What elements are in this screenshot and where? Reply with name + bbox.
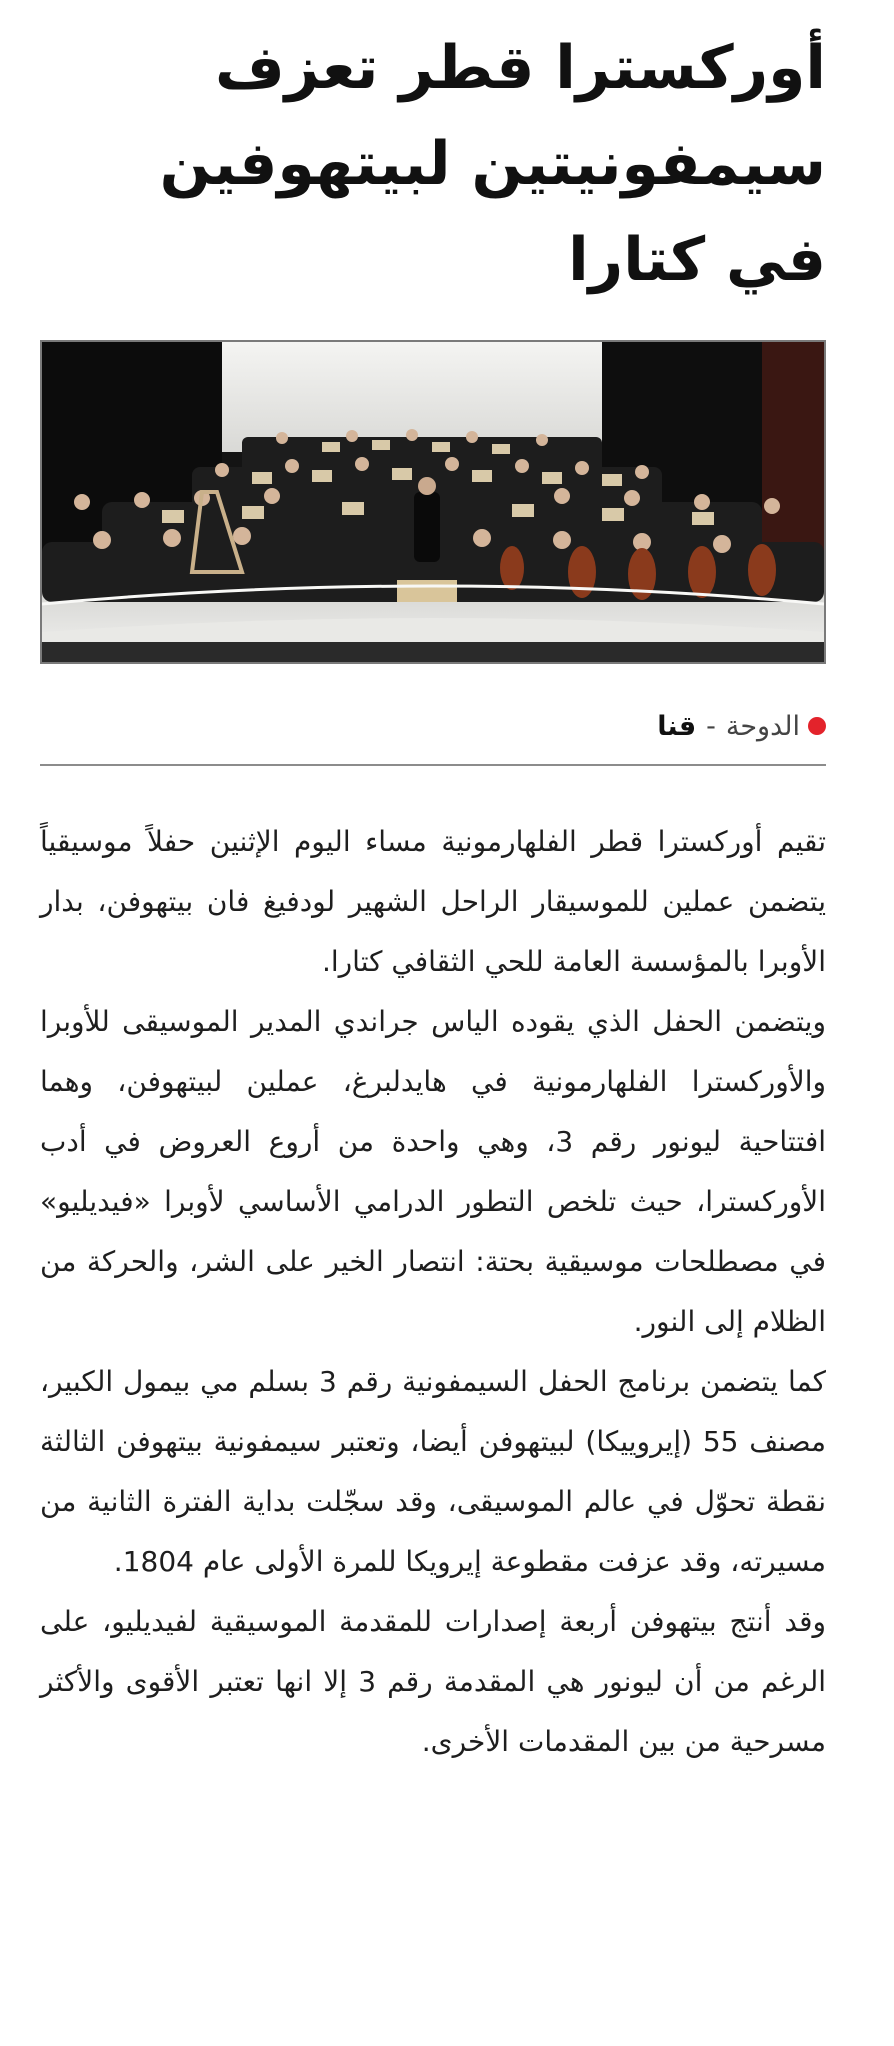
- paragraph: كما يتضمن برنامج الحفل السيمفونية رقم 3 بسلم مي بيمول الكبير، مصنف 55 (إيروييكا) لبيتهوفن أيضا، وتعتبر سيمفونية بيتهوفن الثالثة نقطة تحوّل في عالم الموسيقى، وقد سجّلت بداية الفترة الثانية من مسيرته، وقد عزفت مقطوعة إيرويكا للمرة الأولى عام 1804.: [40, 1365, 827, 1578]
- dateline-city: الدوحة: [725, 710, 800, 742]
- headline: أوركسترا قطر تعزف سيمفونيتين لبيتهوفين في كتارا: [159, 33, 826, 295]
- divider-line: [40, 764, 826, 766]
- article: [40, 20, 826, 1772]
- dateline: [40, 704, 826, 748]
- paragraph: وقد أنتج بيتهوفن أربعة إصدارات للمقدمة الموسيقية لفيديليو، على الرغم من أن ليونور هي المقدمة رقم 3 إلا انها تعتبر الأقوى والأكثر مسرحية من بين المقدمات الأخرى.: [40, 1605, 827, 1758]
- paragraph: ويتضمن الحفل الذي يقوده الياس جراندي المدير الموسيقى للأوبرا والأوركسترا الفلهارمونية في هايدلبرغ، عملين لبيتهوفن، وهما افتتاحية ليونور رقم 3، وهي واحدة من أروع العروض في أدب الأوركسترا، حيث تلخص التطور الدرامي الأساسي لأوبرا «فيديليو» في مصطلحات موسيقية بحتة: انتصار الخير على الشر، والحركة من الظلام إلى النور.: [40, 1005, 826, 1338]
- article-body: [40, 812, 826, 1772]
- paragraph: تقيم أوركسترا قطر الفلهارمونية مساء اليوم الإثنين حفلاً موسيقياً يتضمن عملين للموسيقار الراحل الشهير لودفيغ فان بيتهوفن، بدار الأوبرا بالمؤسسة العامة للحي الثقافي كتارا.: [40, 825, 826, 978]
- dateline-agency: قنا: [657, 710, 697, 742]
- orchestra-stage-photo: [40, 340, 826, 664]
- red-dot-icon: [808, 717, 826, 735]
- dateline-separator: -: [706, 710, 716, 742]
